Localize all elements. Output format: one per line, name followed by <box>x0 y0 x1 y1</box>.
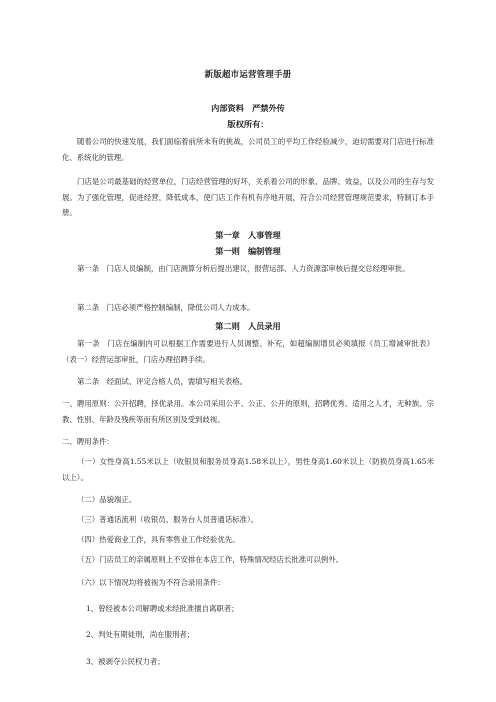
exclusion-item-3: 3、被剥夺公民权力者； <box>86 657 165 666</box>
section-2-article-2: 第二条 经面试、评定合格人员，需填写相关表格。 <box>77 377 247 386</box>
section-heading-1: 第一则 编制管理 <box>215 246 281 256</box>
intro-paragraph-1: 随着公司的快速发展，我们面临着前所未有的挑战，公司员工的平均工作经验减少，迫切需要对门店进行标准化、系统化的管理。 <box>62 137 434 162</box>
condition-1: （一）女性身高1.55米以上（收银员和服务员身高1.58米以上），男性身高1.60米以上（防损员身高1.65米以上）。 <box>62 457 434 482</box>
exclusion-item-2: 2、判处有期徒刑，尚在服刑者； <box>86 630 195 639</box>
section-1-article-2: 第二条 门店必须严格控制编制，降低公司人力成本。 <box>77 303 255 312</box>
document-title: 新版超市运营管理手册 <box>204 69 292 79</box>
internal-notice: 内部资料 严禁外传 <box>211 103 285 113</box>
condition-6: （六）以下情况均将被视为不符合录用条件： <box>77 578 225 587</box>
chapter-heading: 第一章 人事管理 <box>215 230 281 240</box>
condition-2: （二）品貌端正。 <box>77 495 137 504</box>
intro-paragraph-2: 门店是公司最基础的经营单位，门店经营管理的好坏，关系着公司的形象、品牌、效益，以及公司的生存与发展。为了强化管理，促进经营，降低成本，使门店工作有机有序地开展，符合公司经营管理规范要求，特制订本手册。 <box>62 177 434 217</box>
section-2-article-1: 第一条 门店在编制内可以根据工作需要进行人员调整、补充，如超编制增员必须填报《员工增减审批表》（表一）经营运部审批，门店办理招聘手续。 <box>62 339 434 364</box>
hiring-principle: 一、聘用原则：公开招聘，择优录用。本公司采用公平、公正、公开的原则，招聘优秀、适用之人才，无种族、宗教、性别、年龄及残疾等而有所区别及受到歧视。 <box>62 399 434 424</box>
section-heading-2: 第二则 人员录用 <box>215 321 281 331</box>
section-1-article-1: 第一条 门店人员编制，由门店测算分析后提出建议，报营运部、人力资源部审核后提交总经理审批。 <box>77 264 410 273</box>
condition-3: （三）普通话流利（收银员、服务台人员普通话标准）。 <box>77 515 259 524</box>
condition-5: （五）门店员工的亲属原则上不安排在本店工作，特殊情况经店长批准可以例外。 <box>77 555 344 564</box>
exclusion-item-1: 1、曾经被本公司解聘或未经批准擅自离职者； <box>86 604 239 613</box>
copyright-notice: 版权所有： <box>227 119 269 129</box>
condition-4: （四）热爱商业工作，具有零售业工作经验优先。 <box>77 535 240 544</box>
hiring-conditions-title: 二、聘用条件： <box>62 437 114 446</box>
